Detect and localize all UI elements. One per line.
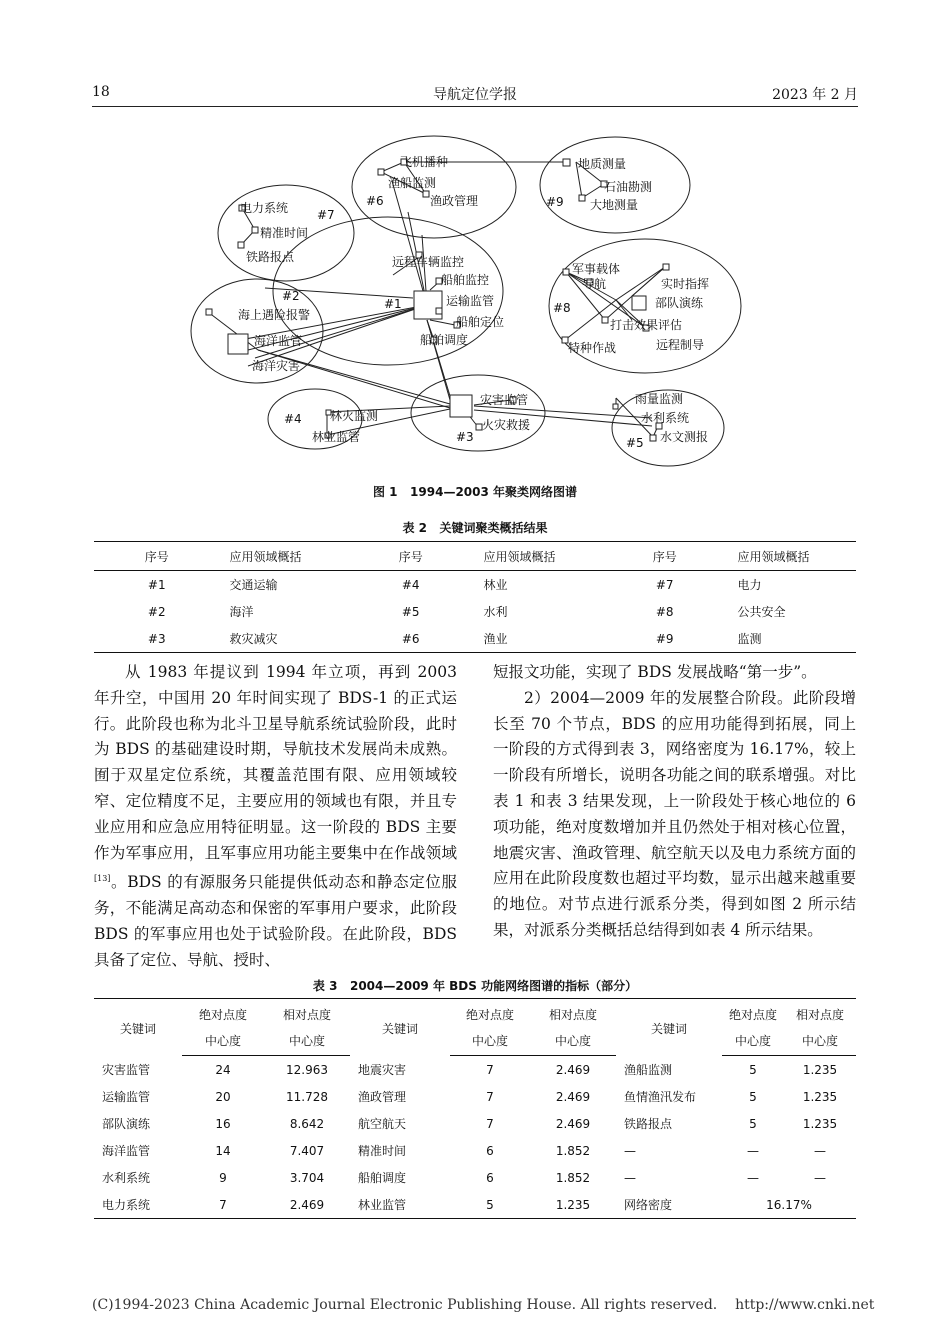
table-cell: 部队演练 bbox=[102, 1117, 151, 1131]
table-cell: #9 bbox=[602, 625, 727, 653]
node-label: 船舶监控 bbox=[441, 273, 490, 287]
table-cell: 电力 bbox=[737, 578, 762, 592]
node-label: 水利系统 bbox=[641, 411, 690, 425]
table-cell: 5 bbox=[749, 1116, 757, 1131]
table2-caption-text: 关键词聚类概括结果 bbox=[439, 521, 548, 535]
table2-caption bbox=[92, 519, 858, 536]
cluster-label-4: #4 bbox=[284, 412, 302, 426]
table-cell: #4 bbox=[401, 577, 420, 592]
table-row bbox=[94, 598, 856, 625]
issue-date: 2023 年 2 月 bbox=[772, 87, 858, 103]
node-label: 林火监测 bbox=[330, 409, 379, 423]
table-cell: 7 bbox=[486, 1089, 494, 1104]
table-cell: 林业监管 bbox=[350, 1191, 450, 1219]
citation: [13] bbox=[94, 874, 111, 884]
table-row bbox=[94, 1083, 856, 1110]
table-cell: 渔船监测 bbox=[624, 1062, 673, 1077]
node-label: 实时指挥 bbox=[661, 277, 710, 291]
node-label: 铁路报点 bbox=[246, 250, 295, 264]
node-label: 渔船监测 bbox=[388, 176, 437, 190]
table-cell: 铁路报点 bbox=[624, 1117, 673, 1131]
column-header: 应用领域概括 bbox=[219, 542, 348, 571]
node-label: 火灾救援 bbox=[482, 418, 531, 432]
table-cell: 7 bbox=[486, 1116, 494, 1131]
node-label: 海洋监管 bbox=[254, 334, 303, 348]
table-cell: 林业 bbox=[483, 578, 508, 592]
column-header: 序号 bbox=[602, 542, 727, 571]
table-cell: 精准时间 bbox=[358, 1144, 407, 1158]
column-header: 相对点度 bbox=[264, 999, 350, 1028]
table-cell: 7 bbox=[486, 1062, 494, 1077]
table-cell: 5 bbox=[450, 1191, 530, 1219]
table-cell: 1.852 bbox=[555, 1170, 591, 1185]
table-cell: 灾害监管 bbox=[102, 1062, 151, 1077]
table-cell: 交通运输 bbox=[229, 578, 278, 592]
table-cell: 1.235 bbox=[802, 1089, 838, 1104]
cluster-network-figure bbox=[180, 130, 780, 470]
hub-node-8 bbox=[632, 296, 646, 310]
node-label: 大地测量 bbox=[590, 198, 639, 212]
table-cell: 24 bbox=[215, 1062, 231, 1077]
table-cell: 电力系统 bbox=[94, 1191, 182, 1219]
table-cell: #2 bbox=[147, 604, 166, 619]
cluster-label-6: #6 bbox=[366, 194, 384, 208]
hub-node-1 bbox=[414, 291, 442, 319]
node-label: 军事载体 bbox=[572, 262, 621, 276]
table-cell: 2.469 bbox=[264, 1191, 350, 1219]
table-cell: #3 bbox=[94, 625, 219, 653]
body-paragraph: 2）2004—2009 年的发展整合阶段。此阶段增长至 70 个节点，BDS 的应用功能得到拓展，同上一阶段的方式得到表 3，网络密度为 16.17%，较上一阶段有所增长，说明各功能之间的联系增强。对比表 1 和表 3 结果发现，上一阶段处于核心地位的 6 项功能，绝对度数增加并且仍然处于相对核心位置，地震灾害、渔政管理、航空航天以及电力系统方面的应用在此阶段度数也超过平均数，显示出越来越重要的地位。对节点进行派系分类，得到如图 2 所示结果，对派系分类概括总结得到如表 4 所示结果。 bbox=[493, 688, 856, 939]
column-header: 序号 bbox=[94, 542, 219, 571]
node-label: 石油勘测 bbox=[604, 180, 653, 194]
table-cell: 1.852 bbox=[555, 1143, 591, 1158]
table-cell: — bbox=[814, 1143, 826, 1158]
table-cell: #5 bbox=[401, 604, 420, 619]
table-cell: 3.704 bbox=[289, 1170, 325, 1185]
table-cell: 海洋监管 bbox=[102, 1144, 151, 1158]
table-cell: 5 bbox=[749, 1062, 757, 1077]
table-cell: #6 bbox=[348, 625, 473, 653]
table-row bbox=[94, 625, 856, 653]
table-cell: 地震灾害 bbox=[358, 1062, 407, 1077]
body-paragraph bbox=[94, 660, 457, 974]
table-cell: 水利系统 bbox=[102, 1171, 151, 1185]
node-label: 海洋灾害 bbox=[252, 359, 301, 373]
table-cell: 20 bbox=[215, 1089, 231, 1104]
node-label: 渔政管理 bbox=[430, 194, 479, 208]
table-row bbox=[94, 571, 856, 599]
table3-caption-label: 表 3 bbox=[312, 979, 338, 993]
table-cell: 船舶调度 bbox=[358, 1171, 407, 1185]
table-cell: 14 bbox=[215, 1143, 231, 1158]
cluster-label-8: #8 bbox=[553, 301, 571, 315]
table-cell: 救灾减灾 bbox=[219, 625, 348, 653]
table-cell: #8 bbox=[655, 604, 674, 619]
table-cell: 6 bbox=[486, 1143, 494, 1158]
table-cell: 2.469 bbox=[555, 1062, 591, 1077]
table-cell: 公共安全 bbox=[737, 605, 786, 619]
table-cell: #1 bbox=[147, 577, 166, 592]
column-header: 相对点度 bbox=[530, 999, 616, 1028]
table-cell: 鱼情渔汛发布 bbox=[624, 1090, 697, 1104]
table-cell: 监测 bbox=[727, 625, 856, 653]
column-header: 中心度 bbox=[264, 1027, 350, 1056]
table-cell: — bbox=[747, 1170, 759, 1185]
table-cell: — bbox=[624, 1143, 636, 1158]
figure-caption bbox=[92, 483, 858, 500]
node-label: 远程制导 bbox=[656, 338, 705, 352]
cluster-label-9: #9 bbox=[546, 195, 564, 209]
table-header-row bbox=[94, 1027, 856, 1056]
node-label: 林业监管 bbox=[312, 430, 361, 444]
table-cell: 6 bbox=[486, 1170, 494, 1185]
column-header: 中心度 bbox=[450, 1027, 530, 1056]
table-cell: 1.235 bbox=[530, 1191, 616, 1219]
node-label: 船舶定位 bbox=[456, 315, 505, 329]
table-cell: 12.963 bbox=[286, 1062, 328, 1077]
cluster-label-1: #1 bbox=[384, 297, 402, 311]
node-label: 特种作战 bbox=[568, 341, 617, 355]
table-header-row bbox=[94, 999, 856, 1028]
column-header: 应用领域概括 bbox=[473, 542, 602, 571]
column-header: 中心度 bbox=[784, 1027, 856, 1056]
copyright-text: (C)1994-2023 China Academic Journal Electronic Publishing House. All rights reserved. bbox=[92, 1297, 718, 1313]
body-left-column bbox=[94, 660, 457, 974]
table-cell: — bbox=[747, 1143, 759, 1158]
column-header: 中心度 bbox=[722, 1027, 784, 1056]
table-cell: 海洋 bbox=[229, 605, 254, 619]
table-cell: 渔业 bbox=[473, 625, 602, 653]
table2 bbox=[94, 541, 856, 653]
figure-caption-text: 1994—2003 年聚类网络图谱 bbox=[410, 485, 578, 499]
table-row bbox=[94, 1191, 856, 1219]
node-label: 部队演练 bbox=[655, 296, 704, 310]
column-header: 绝对点度 bbox=[722, 999, 784, 1028]
node-label: 电力系统 bbox=[240, 201, 289, 215]
table-row bbox=[94, 1164, 856, 1191]
table-row bbox=[94, 1137, 856, 1164]
footer bbox=[92, 1297, 874, 1313]
table-cell: 5 bbox=[749, 1089, 757, 1104]
table-cell: 渔政管理 bbox=[358, 1090, 407, 1104]
header-rule bbox=[92, 106, 858, 107]
column-header: 关键词 bbox=[616, 999, 722, 1056]
table3-caption-text: 2004—2009 年 BDS 功能网络图谱的指标（部分） bbox=[349, 979, 638, 993]
table3 bbox=[94, 998, 856, 1219]
table-cell: 1.235 bbox=[802, 1062, 838, 1077]
node-label: 海上遇险报警 bbox=[238, 308, 311, 322]
table-cell: 运输监管 bbox=[102, 1090, 151, 1104]
node-label: 远程车辆监控 bbox=[392, 255, 465, 269]
cluster-label-2: #2 bbox=[282, 289, 300, 303]
column-header: 中心度 bbox=[530, 1027, 616, 1056]
column-header: 关键词 bbox=[350, 999, 450, 1056]
table-cell: 7 bbox=[182, 1191, 264, 1219]
table-row bbox=[94, 1110, 856, 1137]
column-header: 序号 bbox=[348, 542, 473, 571]
column-header: 关键词 bbox=[94, 999, 182, 1056]
network-density-value: 16.17% bbox=[722, 1191, 856, 1219]
table-cell: 2.469 bbox=[555, 1116, 591, 1131]
table-header-row bbox=[94, 542, 856, 571]
node-label: 船舶调度 bbox=[420, 333, 469, 347]
table-cell: 水利 bbox=[483, 605, 508, 619]
node-label: 精准时间 bbox=[260, 226, 309, 240]
page-number: 18 bbox=[92, 84, 110, 100]
body-right-column bbox=[493, 660, 856, 944]
table-cell: 网络密度 bbox=[616, 1191, 722, 1219]
journal-title: 导航定位学报 bbox=[433, 87, 517, 103]
node-label: 打击效果评估 bbox=[610, 318, 683, 332]
table-cell: 7.407 bbox=[289, 1143, 325, 1158]
table-cell: 16 bbox=[215, 1116, 231, 1131]
node-label: 导航 bbox=[582, 277, 607, 291]
table-cell: 8.642 bbox=[289, 1116, 325, 1131]
column-header: 绝对点度 bbox=[182, 999, 264, 1028]
node-label: 运输监管 bbox=[446, 294, 495, 308]
node-label: 灾害监管 bbox=[480, 393, 529, 407]
column-header: 应用领域概括 bbox=[727, 542, 856, 571]
table-cell: 航空航天 bbox=[358, 1117, 407, 1131]
paragraph-text: 从 1983 年提议到 1994 年立项，再到 2003 年升空，中国用 20 年时间实现了 BDS-1 的正式运行。此阶段也称为北斗卫星导航系统试验阶段，此时为 BDS 的基础建设时期，导航技术发展尚未成熟。囿于双星定位系统，其覆盖范围有限、应用领域较窄、定位精度不足，主要应用的领域也有限，并且专业应用和应急应用特征明显。这一阶段的 BDS 主要作为军事应用，且军事应用功能主要集中在作战领域 bbox=[94, 663, 457, 862]
table-cell: 1.235 bbox=[802, 1116, 838, 1131]
table-cell: — bbox=[814, 1170, 826, 1185]
column-header: 中心度 bbox=[182, 1027, 264, 1056]
footer-url: http://www.cnki.net bbox=[735, 1297, 875, 1313]
table-cell: #7 bbox=[655, 577, 674, 592]
cluster-label-3: #3 bbox=[456, 430, 474, 444]
table-cell: — bbox=[624, 1170, 636, 1185]
node-label: 雨量监测 bbox=[635, 392, 684, 406]
paragraph-continuation: 短报文功能，实现了 BDS 发展战略“第一步”。 bbox=[493, 663, 817, 681]
column-header: 绝对点度 bbox=[450, 999, 530, 1028]
table3-caption bbox=[92, 977, 858, 994]
table-cell: 2.469 bbox=[555, 1089, 591, 1104]
node-label: 飞机播种 bbox=[400, 155, 449, 169]
table2-caption-label: 表 2 bbox=[402, 521, 427, 535]
table-cell: 9 bbox=[219, 1170, 227, 1185]
figure-caption-label: 图 1 bbox=[372, 485, 398, 499]
cluster-label-5: #5 bbox=[626, 436, 644, 450]
hub-node-3 bbox=[450, 395, 472, 417]
node-label: 地质测量 bbox=[578, 157, 627, 171]
table-row bbox=[94, 1056, 856, 1084]
table-cell: 11.728 bbox=[286, 1089, 328, 1104]
paragraph-text: 。BDS 的有源服务只能提供低动态和静态定位服务，不能满足高动态和保密的军事用户要求，此阶段 BDS 的军事应用也处于试验阶段。在此阶段，BDS 具备了定位、导航、授时、 bbox=[94, 873, 457, 969]
cluster-label-7: #7 bbox=[317, 208, 335, 222]
column-header: 相对点度 bbox=[784, 999, 856, 1028]
hub-node-2 bbox=[228, 334, 248, 354]
node-label: 水文测报 bbox=[660, 430, 709, 444]
